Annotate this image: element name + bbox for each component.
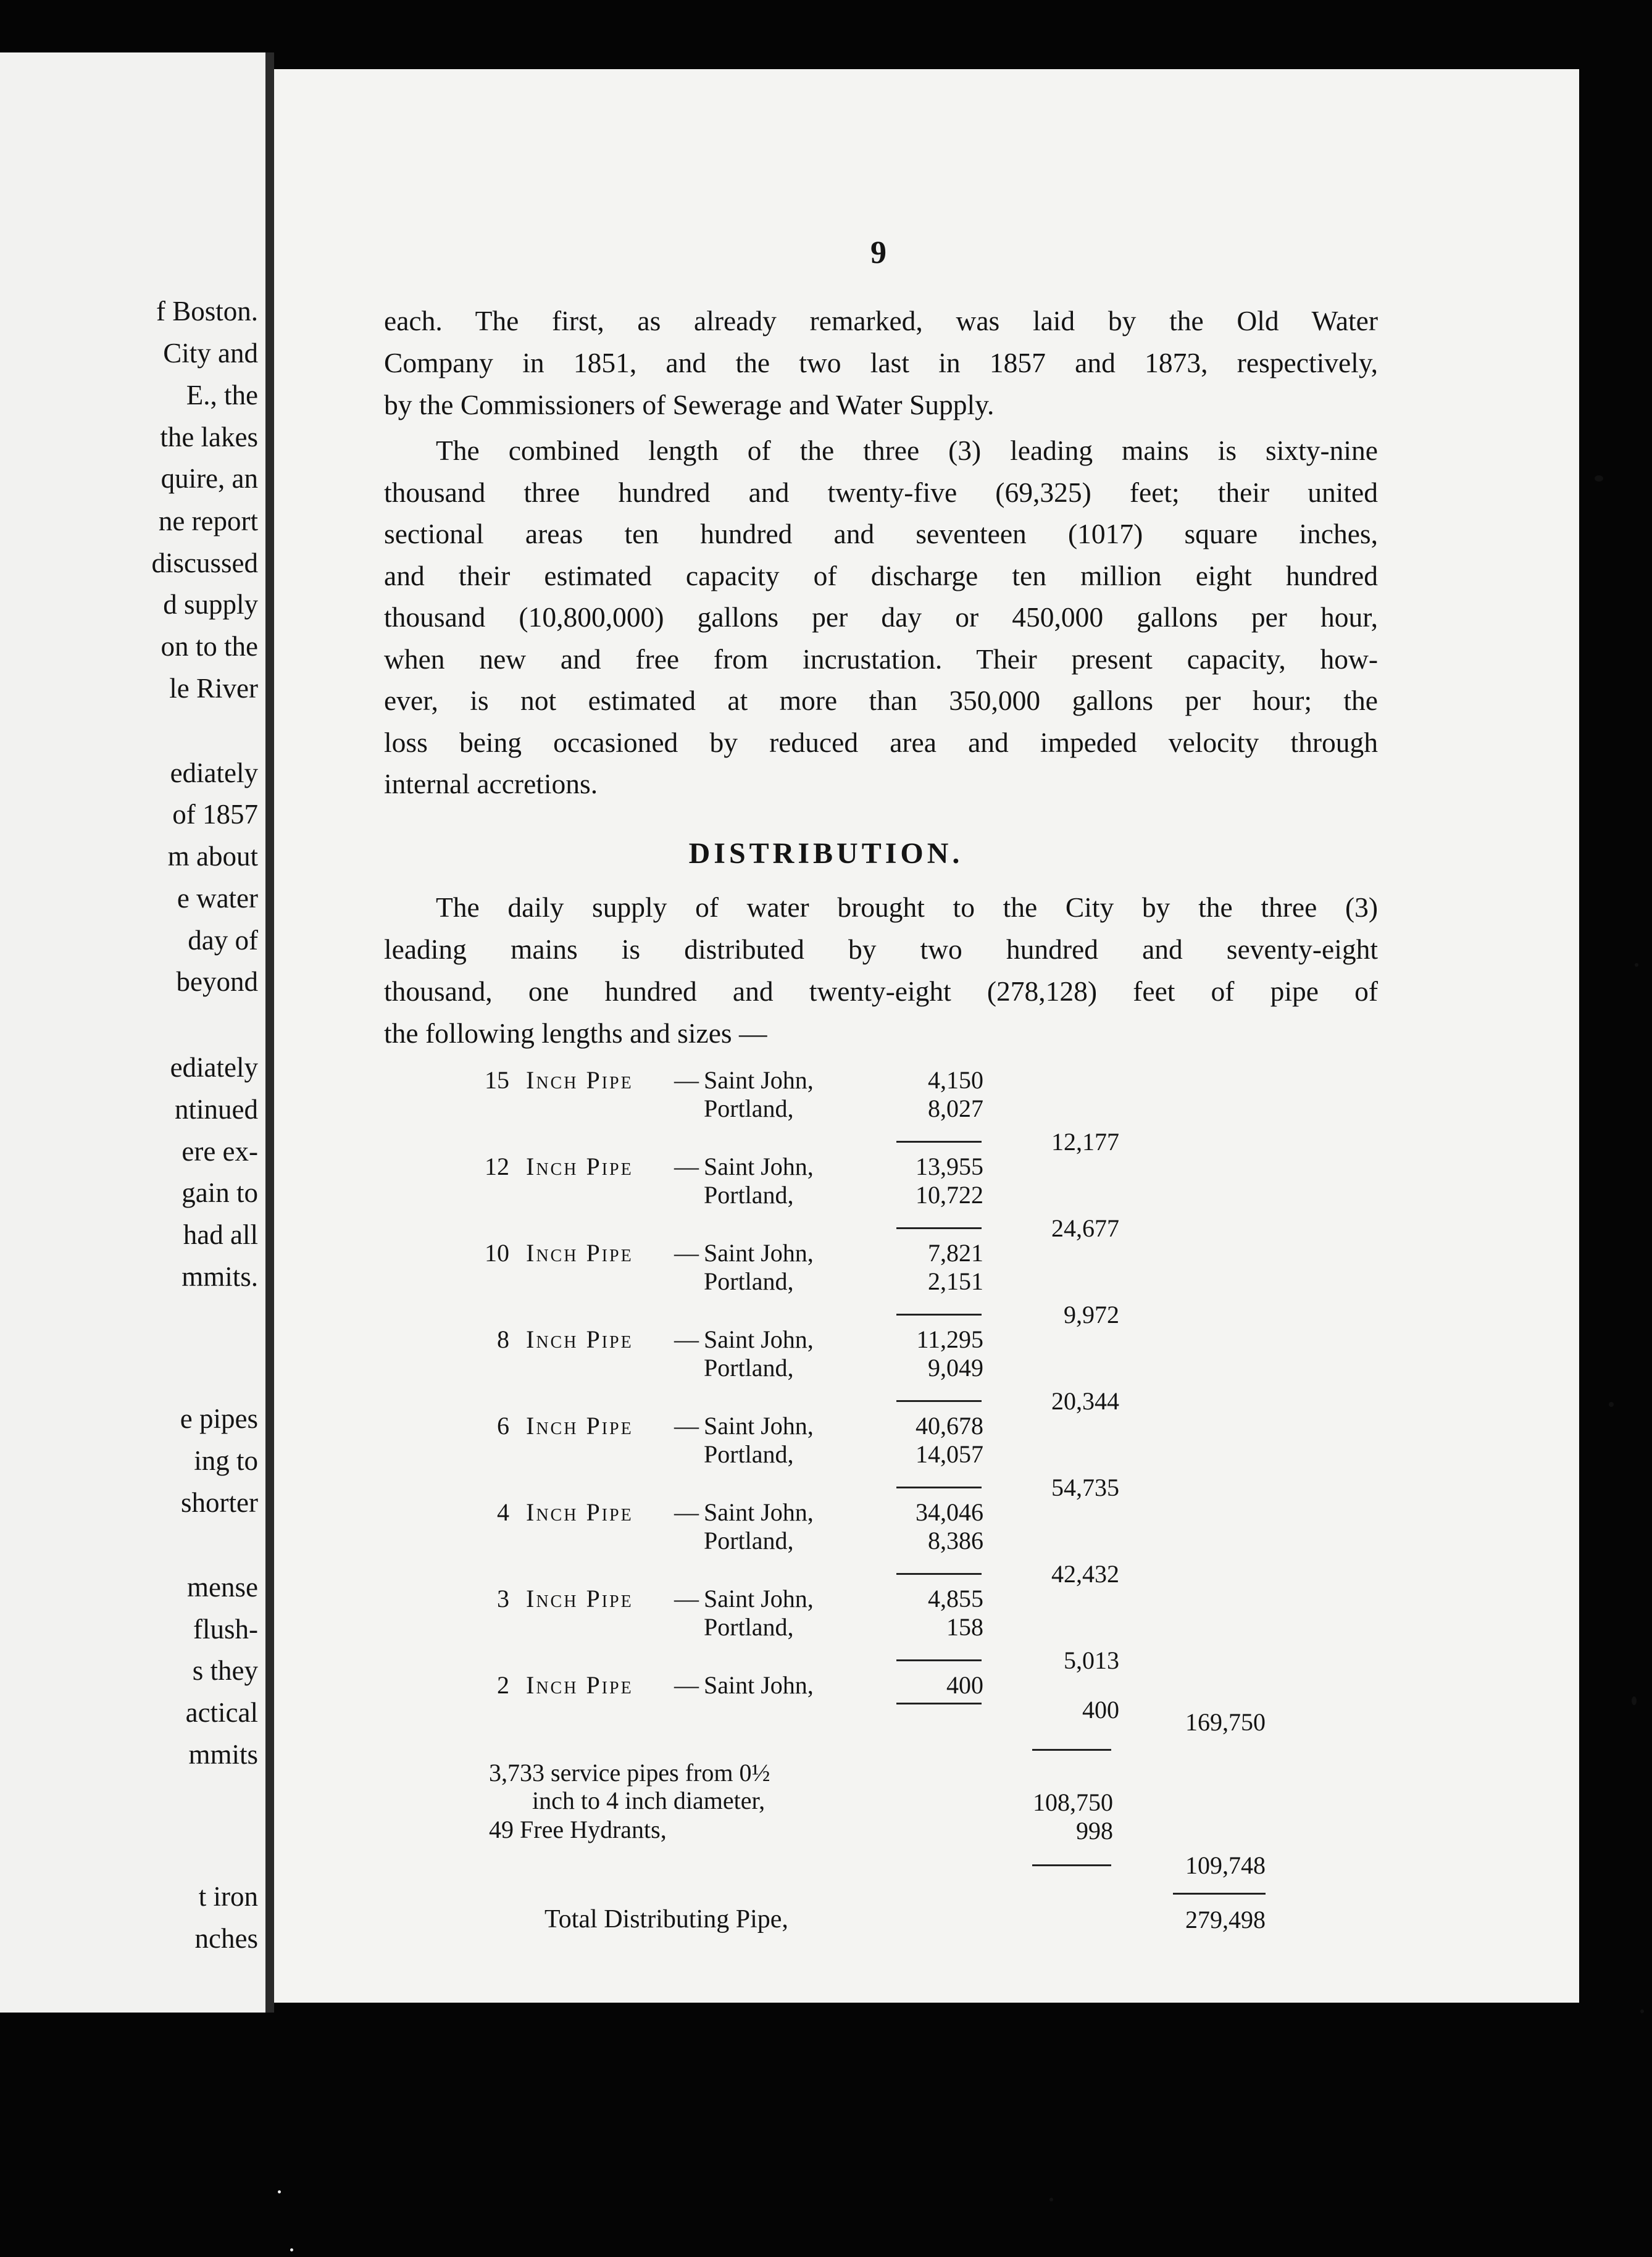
pipe-subtotal: 24,677 bbox=[1051, 1214, 1119, 1242]
pipe-subtotal: 54,735 bbox=[1051, 1474, 1119, 1501]
table-rule bbox=[1032, 1864, 1111, 1866]
pipe-length: 34,046 bbox=[916, 1498, 983, 1526]
left-page-line: ntinued bbox=[175, 1094, 258, 1125]
book-gutter bbox=[265, 52, 274, 2013]
pipe-length: 9,049 bbox=[928, 1354, 983, 1382]
pipe-size: 2 bbox=[497, 1671, 509, 1699]
pipe-city: Saint John, bbox=[704, 1239, 814, 1267]
left-page-line: t iron bbox=[198, 1881, 258, 1912]
left-page-line: ing to bbox=[194, 1445, 258, 1476]
pipe-subtotal: 42,432 bbox=[1051, 1560, 1119, 1588]
pipe-unit: Inch Pipe bbox=[526, 1585, 633, 1612]
pipe-size: 10 bbox=[485, 1239, 509, 1267]
grand-total-label: Total Distributing Pipe, bbox=[544, 1905, 788, 1934]
left-page-line: ere ex- bbox=[181, 1136, 258, 1167]
table-rule bbox=[896, 1314, 982, 1316]
table-rule bbox=[896, 1703, 982, 1704]
table-rule bbox=[896, 1141, 982, 1143]
left-page-line: E., the bbox=[186, 380, 258, 411]
paragraph-line: The combined length of the three (3) leading mains is sixty-nine bbox=[436, 435, 1378, 466]
paragraph-line: internal accretions. bbox=[384, 768, 598, 799]
pipe-city: Portland, bbox=[704, 1181, 794, 1209]
left-page-line: ne report bbox=[158, 506, 258, 536]
paragraph-line: The daily supply of water brought to the City by the three (3) bbox=[436, 891, 1378, 923]
service-line: 3,733 service pipes from 0½ bbox=[489, 1759, 770, 1787]
left-page-line: gain to bbox=[181, 1177, 258, 1208]
paragraph-line: each. The first, as already remarked, was laid by the Old Water bbox=[384, 305, 1378, 336]
pipe-city: Portland, bbox=[704, 1095, 794, 1122]
pipe-unit: Inch Pipe bbox=[526, 1325, 633, 1353]
table-rule bbox=[896, 1400, 982, 1402]
pipe-size: 6 bbox=[497, 1412, 509, 1440]
left-page-line: of 1857 bbox=[172, 799, 258, 830]
pipe-dash: — bbox=[674, 1239, 699, 1267]
left-page-line: had all bbox=[183, 1219, 258, 1250]
left-page-line: mmits. bbox=[181, 1261, 258, 1292]
left-page-line: mense bbox=[187, 1572, 258, 1603]
pipe-unit: Inch Pipe bbox=[526, 1412, 633, 1440]
pipe-subtotal: 20,344 bbox=[1051, 1387, 1119, 1415]
table-rule bbox=[1173, 1893, 1266, 1895]
pipe-dash: — bbox=[674, 1325, 699, 1353]
pipe-length: 4,855 bbox=[928, 1585, 983, 1612]
paragraph-line: the following lengths and sizes — bbox=[384, 1017, 767, 1049]
pipe-city: Saint John, bbox=[704, 1412, 814, 1440]
paragraph-line: ever, is not estimated at more than 350,000 gallons per hour; the bbox=[384, 685, 1378, 716]
pipe-length: 8,386 bbox=[928, 1527, 983, 1554]
service-line: 49 Free Hydrants, bbox=[489, 1816, 667, 1843]
pipe-unit: Inch Pipe bbox=[526, 1671, 633, 1699]
pipe-dash: — bbox=[674, 1412, 699, 1440]
pipe-subtotal: 12,177 bbox=[1051, 1128, 1119, 1156]
table-rule bbox=[896, 1487, 982, 1488]
pipe-size: 15 bbox=[485, 1066, 509, 1094]
pipe-subtotal: 9,972 bbox=[1064, 1301, 1119, 1329]
pipe-length: 158 bbox=[946, 1613, 983, 1641]
table-rule bbox=[896, 1659, 982, 1661]
paragraph-line: thousand (10,800,000) gallons per day or 450,000 gallons per hour, bbox=[384, 601, 1378, 633]
pipe-city: Saint John, bbox=[704, 1066, 814, 1094]
pipe-dash: — bbox=[674, 1498, 699, 1526]
pipe-dash: — bbox=[674, 1153, 699, 1180]
pipe-size: 12 bbox=[485, 1153, 509, 1180]
pipe-city: Portland, bbox=[704, 1267, 794, 1295]
pipe-city: Portland, bbox=[704, 1440, 794, 1468]
left-page-line: le River bbox=[169, 673, 258, 704]
left-page-line: on to the bbox=[161, 631, 258, 662]
left-page-line: City and bbox=[163, 338, 258, 369]
pipe-unit: Inch Pipe bbox=[526, 1239, 633, 1267]
scan-speck bbox=[1640, 2009, 1644, 2013]
left-page-line: flush- bbox=[193, 1614, 258, 1645]
pipe-size: 4 bbox=[497, 1498, 509, 1526]
pipe-city: Saint John, bbox=[704, 1325, 814, 1353]
scan-speck bbox=[1595, 475, 1603, 482]
left-page-line: ediately bbox=[170, 1052, 258, 1083]
pipe-length: 10,722 bbox=[916, 1181, 983, 1209]
table-rule bbox=[1032, 1749, 1111, 1751]
paragraph-line: thousand three hundred and twenty-five (69,325) feet; their united bbox=[384, 476, 1378, 508]
left-page-line: actical bbox=[185, 1697, 258, 1728]
left-page-line: shorter bbox=[181, 1487, 258, 1518]
grand-total: 279,498 bbox=[1185, 1906, 1266, 1934]
left-page-line: s they bbox=[192, 1655, 258, 1686]
scan-speck bbox=[1635, 963, 1638, 967]
left-page-line: d supply bbox=[163, 589, 258, 620]
pipe-city: Saint John, bbox=[704, 1498, 814, 1526]
pipe-length: 7,821 bbox=[928, 1239, 983, 1267]
left-page-line: the lakes bbox=[160, 422, 258, 453]
scan-speck bbox=[1632, 1696, 1637, 1705]
table-rule bbox=[896, 1573, 982, 1575]
left-page-line: quire, an bbox=[161, 463, 258, 494]
left-page-line: f Boston. bbox=[156, 296, 258, 327]
pipe-size: 3 bbox=[497, 1585, 509, 1612]
left-page-edge bbox=[0, 52, 265, 2013]
pipe-unit: Inch Pipe bbox=[526, 1066, 633, 1094]
pipe-city: Portland, bbox=[704, 1354, 794, 1382]
paragraph-line: by the Commissioners of Sewerage and Water Supply. bbox=[384, 389, 995, 420]
pipe-length: 4,150 bbox=[928, 1066, 983, 1094]
pipe-dash: — bbox=[674, 1585, 699, 1612]
left-page-line: nches bbox=[194, 1923, 258, 1954]
page-number: 9 bbox=[870, 235, 886, 270]
scan-speck bbox=[1049, 2198, 1053, 2201]
mains-total: 169,750 bbox=[1185, 1708, 1266, 1736]
pipe-size: 8 bbox=[497, 1325, 509, 1353]
paragraph-line: sectional areas ten hundred and seventeen (1017) square inches, bbox=[384, 518, 1378, 549]
left-page-line: m about bbox=[167, 841, 258, 872]
pipe-city: Saint John, bbox=[704, 1153, 814, 1180]
left-page-line: e pipes bbox=[180, 1403, 258, 1434]
paragraph-line: when new and free from incrustation. Their present capacity, how- bbox=[384, 643, 1378, 675]
paragraph-line: thousand, one hundred and twenty-eight (278,128) feet of pipe of bbox=[384, 975, 1378, 1007]
pipe-city: Portland, bbox=[704, 1613, 794, 1641]
pipe-length: 40,678 bbox=[916, 1412, 983, 1440]
left-page-line: beyond bbox=[176, 966, 258, 997]
left-page-line: discussed bbox=[151, 548, 258, 578]
pipe-dash: — bbox=[674, 1066, 699, 1094]
pipe-city: Saint John, bbox=[704, 1585, 814, 1612]
left-page-line: day of bbox=[188, 925, 258, 956]
pipe-dash: — bbox=[674, 1671, 699, 1699]
table-rule bbox=[896, 1227, 982, 1229]
scan-speck bbox=[290, 2248, 293, 2251]
left-page-line: mmits bbox=[188, 1739, 258, 1770]
pipe-length: 8,027 bbox=[928, 1095, 983, 1122]
pipe-unit: Inch Pipe bbox=[526, 1153, 633, 1180]
left-page-line: e water bbox=[177, 883, 258, 914]
service-total: 109,748 bbox=[1185, 1851, 1266, 1879]
paragraph-line: leading mains is distributed by two hundred and seventy-eight bbox=[384, 933, 1378, 965]
scan-speck bbox=[278, 2190, 281, 2193]
left-page-line: ediately bbox=[170, 757, 258, 788]
service-length: 108,750 bbox=[1033, 1788, 1113, 1816]
pipe-length: 14,057 bbox=[916, 1440, 983, 1468]
pipe-city: Saint John, bbox=[704, 1671, 814, 1699]
pipe-subtotal: 400 bbox=[1082, 1696, 1119, 1724]
pipe-length: 2,151 bbox=[928, 1267, 983, 1295]
pipe-city: Portland, bbox=[704, 1527, 794, 1554]
section-heading: DISTRIBUTION. bbox=[688, 837, 964, 870]
pipe-length: 400 bbox=[946, 1671, 983, 1699]
pipe-unit: Inch Pipe bbox=[526, 1498, 633, 1526]
pipe-length: 11,295 bbox=[916, 1325, 983, 1353]
service-line: inch to 4 inch diameter, bbox=[532, 1787, 766, 1814]
pipe-subtotal: 5,013 bbox=[1064, 1646, 1119, 1674]
paragraph-line: and their estimated capacity of discharge ten million eight hundred bbox=[384, 559, 1378, 591]
pipe-length: 13,955 bbox=[916, 1153, 983, 1180]
paragraph-line: Company in 1851, and the two last in 1857 and 1873, respectively, bbox=[384, 347, 1378, 378]
service-length: 998 bbox=[1076, 1817, 1113, 1845]
scan-speck bbox=[1609, 1402, 1614, 1407]
paragraph-line: loss being occasioned by reduced area and impeded velocity through bbox=[384, 726, 1378, 758]
